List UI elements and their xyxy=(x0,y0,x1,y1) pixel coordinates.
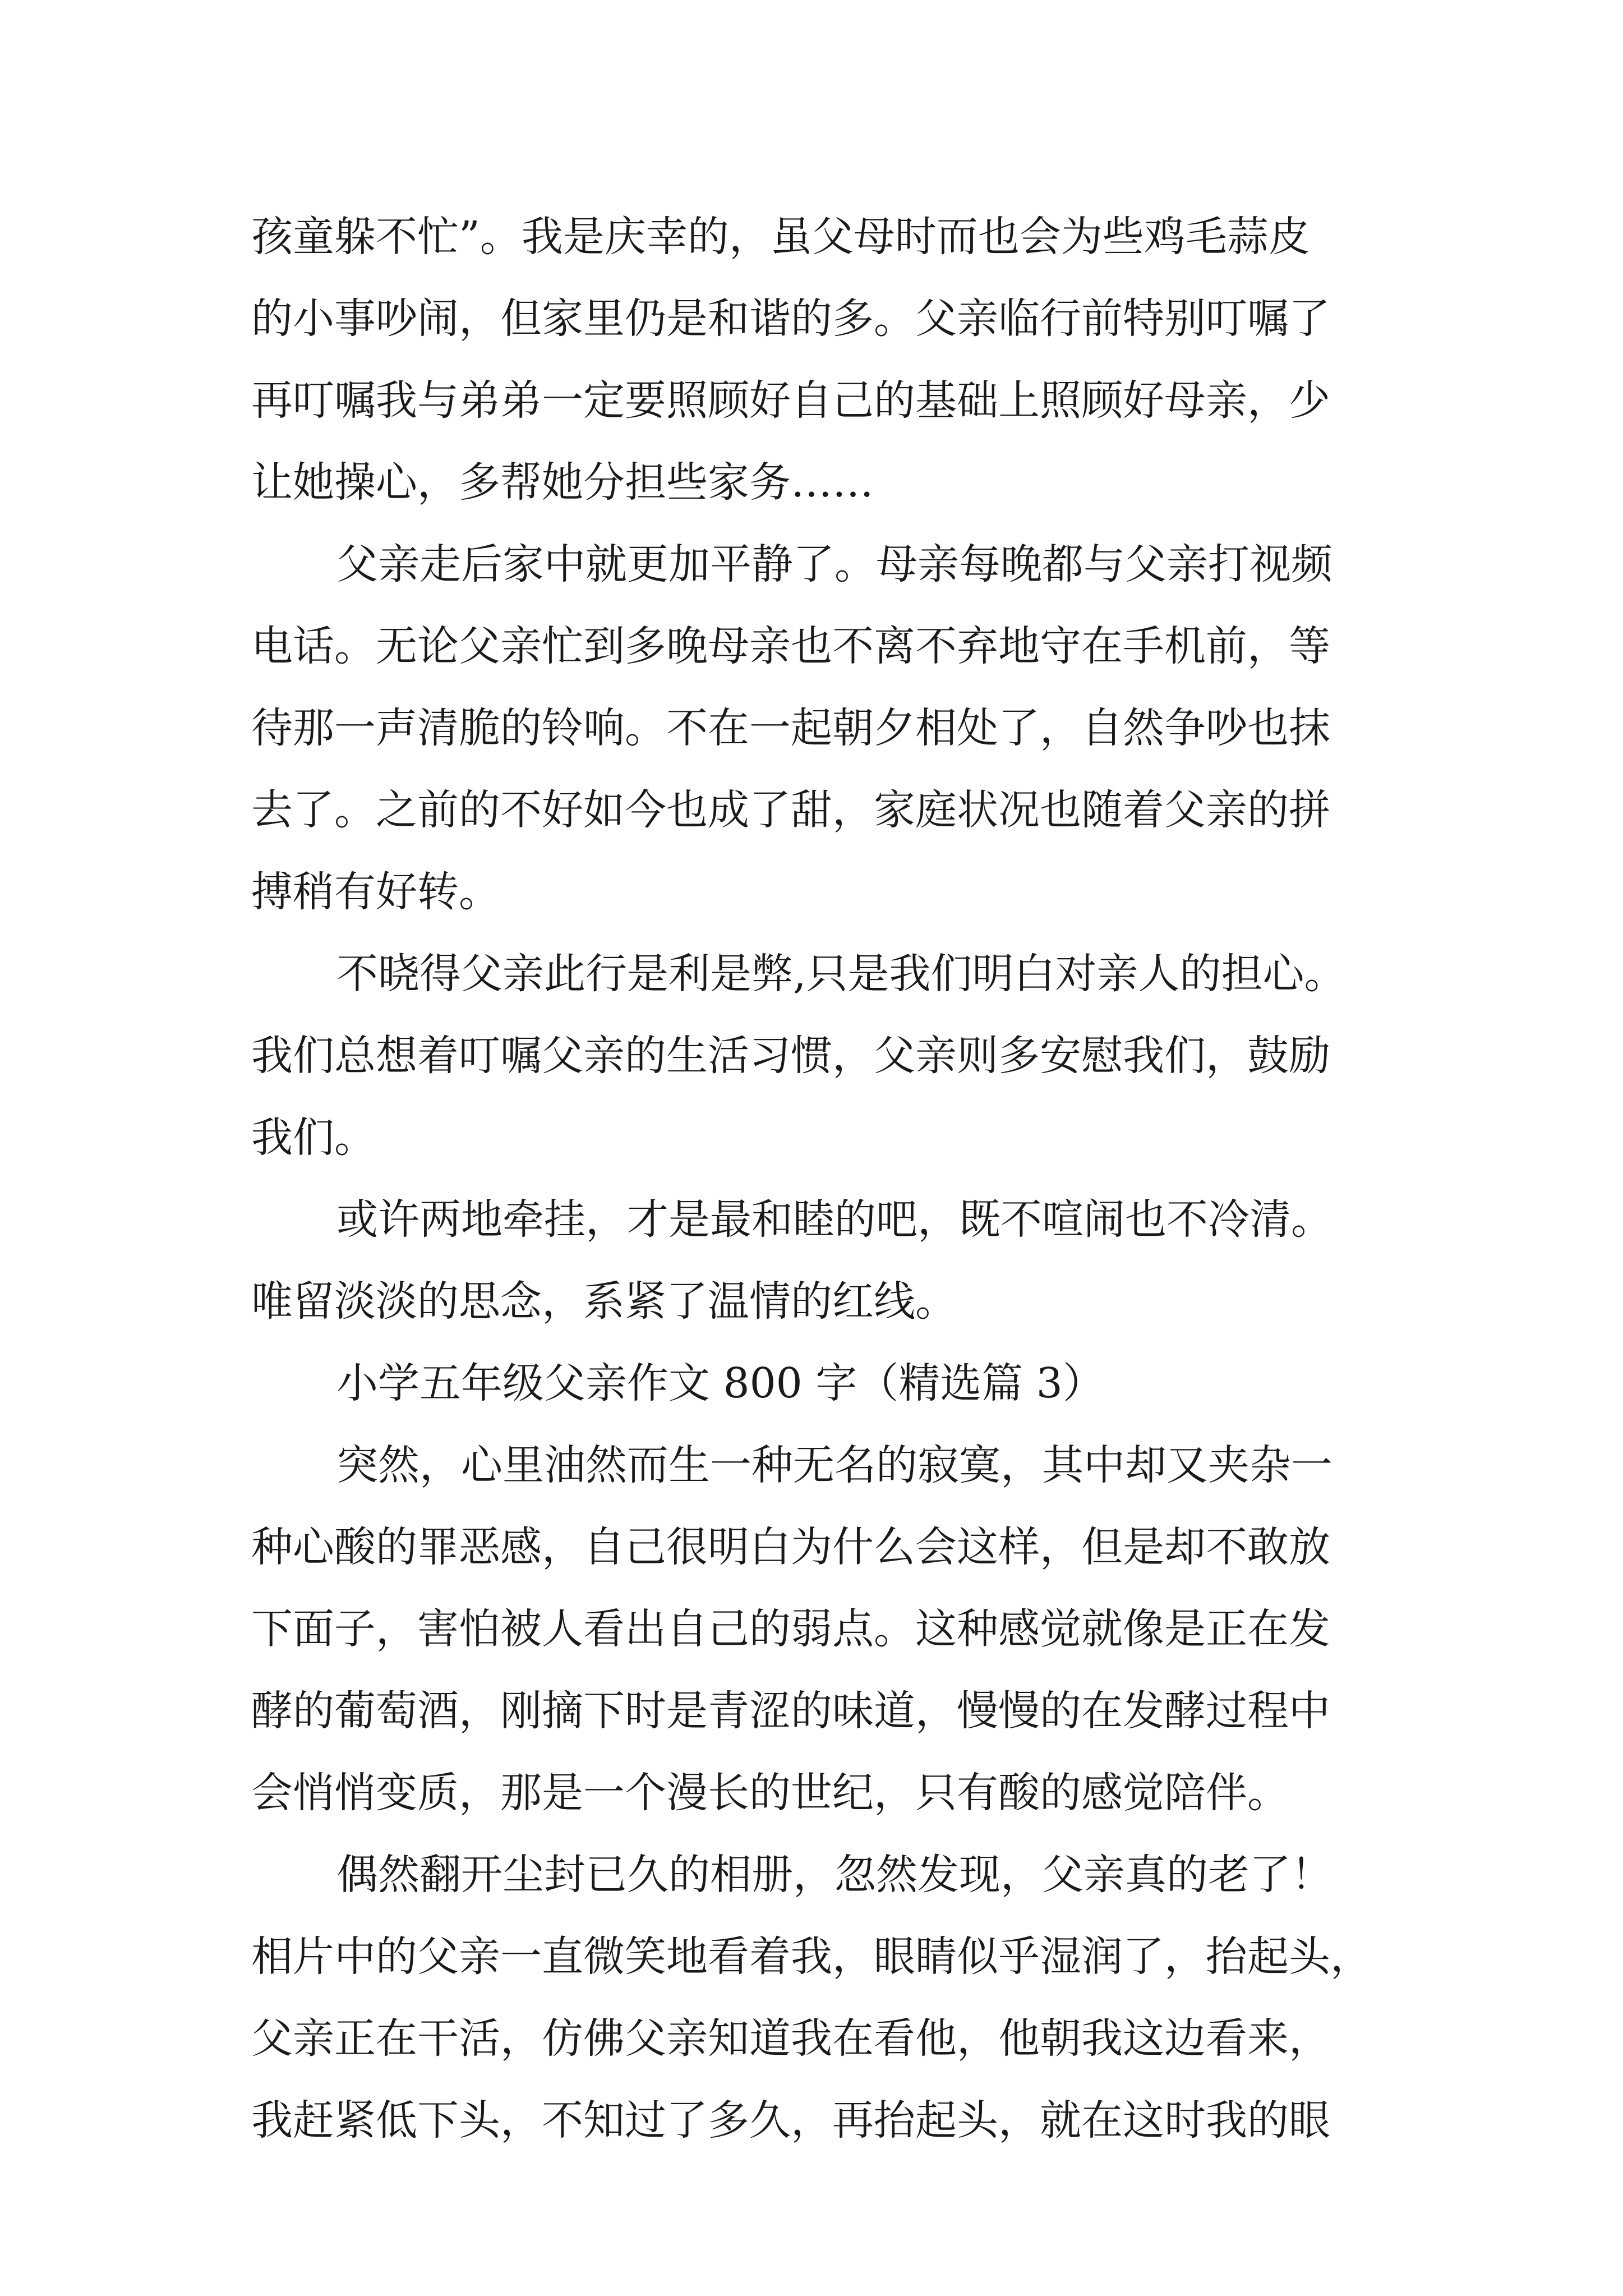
text-line xyxy=(0,449,1623,516)
line-text: 父亲正在干活，仿佛父亲知道我在看他，他朝我这边看来， xyxy=(251,2014,1330,2063)
text-line xyxy=(0,613,1623,680)
text-line xyxy=(0,1432,1623,1499)
line-text: 或许两地牵挂，才是最和睦的吧，既不喧闹也不冷清。 xyxy=(336,1195,1332,1244)
line-text: 突然，心里油然而生一种无名的寂寞，其中却又夹杂一 xyxy=(336,1441,1332,1489)
line-text: 偶然翻开尘封已久的相册，忽然发现，父亲真的老了！ xyxy=(336,1851,1332,1899)
line-text: 搏稍有好转。 xyxy=(251,868,500,916)
line-text: 让她操心，多帮她分担些家务…… xyxy=(251,458,874,507)
text-line xyxy=(0,1513,1623,1581)
line-text: 的小事吵闹，但家里仍是和谐的多。父亲临行前特别叮嘱了 xyxy=(251,295,1330,343)
text-line xyxy=(0,694,1623,762)
line-text: 不晓得父亲此行是利是弊,只是我们明白对亲人的担心。 xyxy=(336,950,1346,998)
text-line xyxy=(0,1186,1623,1253)
line-text: 相片中的父亲一直微笑地看着我，眼睛似乎湿润了，抬起头， xyxy=(251,1932,1372,1981)
text-line xyxy=(0,1923,1623,1990)
line-text: 下面子，害怕被人看出自己的弱点。这种感觉就像是正在发 xyxy=(251,1605,1330,1653)
line-text: 再叮嘱我与弟弟一定要照顾好自己的基础上照顾好母亲，少 xyxy=(251,376,1330,425)
text-line xyxy=(0,531,1623,598)
line-text: 我们。 xyxy=(251,1114,376,1162)
text-line xyxy=(0,1595,1623,1663)
line-text: 我们总想着叮嘱父亲的生活习惯，父亲则多安慰我们，鼓励 xyxy=(251,1032,1330,1080)
line-text: 父亲走后家中就更加平静了。母亲每晚都与父亲打视频 xyxy=(336,540,1332,588)
text-line xyxy=(0,285,1623,352)
heading-text: 小学五年级父亲作文 800 字（精选篇 3） xyxy=(336,1359,1104,1407)
line-text: 我赶紧低下头，不知过了多久，再抬起头，就在这时我的眼 xyxy=(251,2096,1330,2145)
text-line xyxy=(0,1022,1623,1089)
line-text: 种心酸的罪恶感，自己很明白为什么会这样，但是却不敢放 xyxy=(251,1523,1330,1571)
line-text: 唯留淡淡的思念，系紧了温情的红线。 xyxy=(251,1277,957,1326)
text-line xyxy=(0,1759,1623,1826)
text-line xyxy=(0,2087,1623,2154)
text-line xyxy=(0,1104,1623,1171)
line-text: 去了。之前的不好如今也成了甜，家庭状况也随着父亲的拼 xyxy=(251,786,1330,834)
text-line xyxy=(0,367,1623,434)
text-line xyxy=(0,858,1623,926)
text-line xyxy=(0,1677,1623,1745)
text-line xyxy=(0,776,1623,844)
text-line xyxy=(0,940,1623,1007)
section-heading xyxy=(0,1350,1623,1417)
text-line xyxy=(0,2005,1623,2072)
line-text: 酵的葡萄酒，刚摘下时是青涩的味道，慢慢的在发酵过程中 xyxy=(251,1687,1330,1735)
text-line xyxy=(0,1841,1623,1908)
text-line xyxy=(0,1268,1623,1335)
text-line xyxy=(0,203,1623,270)
line-text: 电话。无论父亲忙到多晚母亲也不离不弃地守在手机前，等 xyxy=(251,622,1330,670)
line-text: 会悄悄变质，那是一个漫长的世纪，只有酸的感觉陪伴。 xyxy=(251,1769,1289,1817)
line-text: 待那一声清脆的铃响。不在一起朝夕相处了，自然争吵也抹 xyxy=(251,704,1330,752)
line-text: 孩童躲不忙”。我是庆幸的，虽父母时而也会为些鸡毛蒜皮 xyxy=(251,213,1310,261)
